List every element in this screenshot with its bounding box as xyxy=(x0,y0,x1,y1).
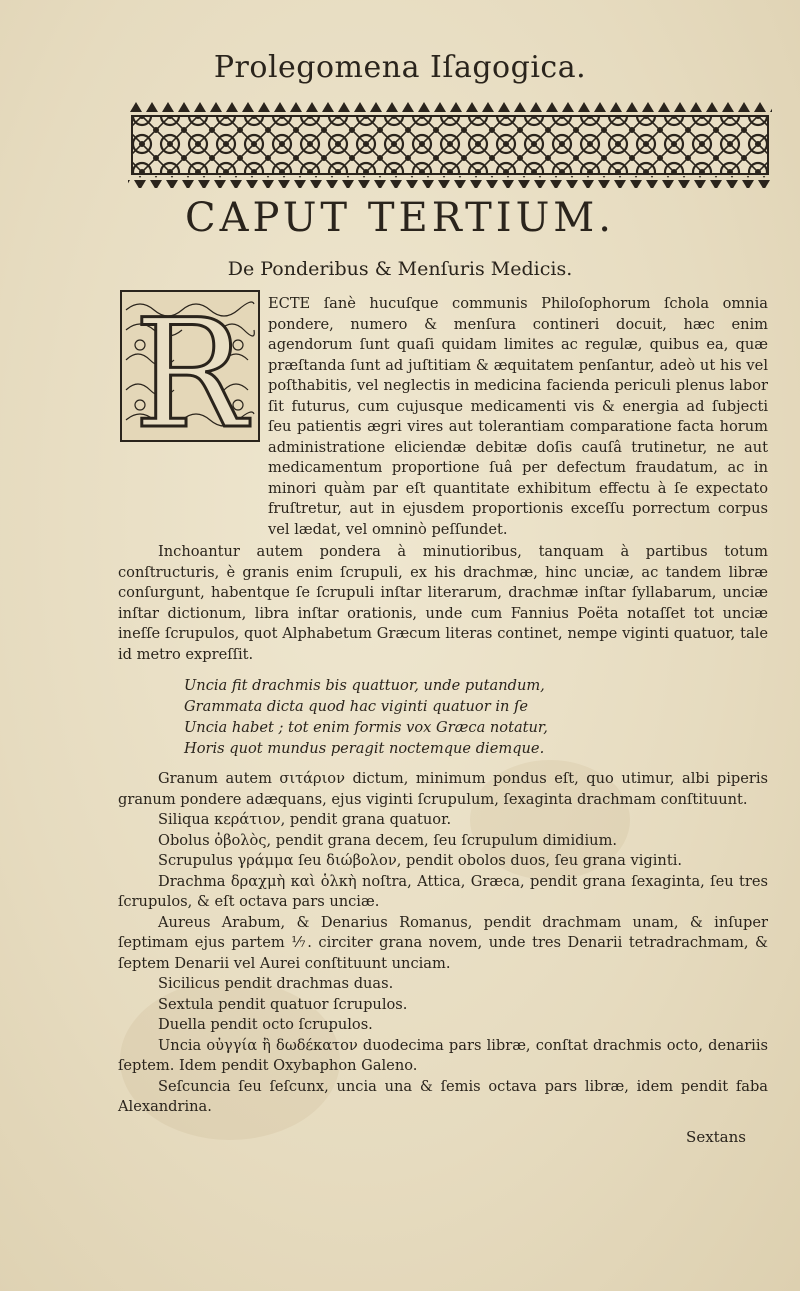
verse-line: Horis quot mundus peragit noctemque diemque. xyxy=(184,740,545,757)
weight-entry: Seſcuncia ſeu ſeſcunx, uncia una & ſemis octava pars libræ, idem pendit faba Alexandrina. xyxy=(118,1077,768,1115)
decorative-headpiece xyxy=(128,102,772,188)
verse-line: Grammata dicta quod hac viginti quatuor in ſe xyxy=(184,698,529,715)
paragraph-3: Granum autem σιτάριον dictum, minimum pondus eſt, quo utimur, albi piperis granum pondere adæquans, ejus viginti ſcrupulum, ſexaginta drachmam conſtituunt. xyxy=(118,770,768,808)
weight-entry: Uncia οὐγγία ἢ δωδέκατον duodecima pars libræ, conſtat drachmis octo, denariis ſeptem. Idem pendit Oxybaphon Galeno. xyxy=(118,1036,768,1074)
verse-block xyxy=(184,675,768,759)
catchword: Sextans xyxy=(686,1128,746,1146)
paragraph-2: Inchoantur autem pondera à minutioribus, tanquam à partibus totum conſtructuris, è granis enim ſcrupuli, ex his drachmæ, hinc unciæ, ac tandem libræ conſurgunt, habentque ſe ſcrupuli inſtar literarum, drachmæ inſtar ſyllabarum, unciæ inſtar dictionum, libra inſtar orationis, unde cum Fannius Poëta notaſſet tot unciæ ineſſe ſcrupulos, quot Alphabetum Græcum literas continet, nempe viginti quatuor, tale id metro expreſſit. xyxy=(118,543,768,663)
main-text xyxy=(118,294,768,1118)
chapter-title: CAPUT TERTIUM. xyxy=(185,195,615,241)
verse-line: Uncia fit drachmis bis quattuor, unde putandum, xyxy=(184,677,545,694)
weight-entry: Aureus Arabum, & Denarius Romanus, pendit drachmam unam, & inſuper ſeptimam ejus partem ⅐. circiter grana novem, unde tres Denarii tetradrachmam, & ſeptem Denarii vel Aurei conſtituunt unciam. xyxy=(118,913,768,972)
weight-entry: Sextula pendit quatuor ſcrupulos. xyxy=(158,995,408,1013)
section-title: De Ponderibus & Menſuris Medicis. xyxy=(227,258,573,280)
weight-entry: Siliqua κεράτιον, pendit grana quatuor. xyxy=(158,811,452,828)
drop-cap-letter: R xyxy=(133,290,247,442)
verse-line: Uncia habet ; tot enim formis vox Græca notatur, xyxy=(184,719,548,736)
paragraph-1: ECTE ſanè hucuſque communis Philoſophorum ſchola omnia pondere, numero & menſura contineri docuit, hæc enim agendorum ſunt quaſi quidam limites ac regulæ, quibus ea, quæ præſtanda ſunt ad juſtitiam & æquitatem penſantur, adeò ut his vel poſthabitis, vel neglectis in medicina facienda periculi plenus labor ſit futurus, cum cujusque medicamenti vis & energia ad ſubjecti ſeu patientis ægri vires aut tolerantiam comparatione facta horum administratione eliciendæ debitæ doſis cauſâ trutinetur, ne aut medicamentum proportione ſuâ per defectum fraudatum, ac in minori quàm par eſt quantitate exhibitum effectu à ſe expectato fruſtretur, aut in ejusdem proportionis exceſſu porrectum corpus vel lædat, vel omninò peſſundet. xyxy=(268,295,768,538)
weight-entry: Duella pendit octo ſcrupulos. xyxy=(158,1016,373,1033)
weight-entry: Scrupulus γράμμα ſeu διώβολον, pendit obolos duos, ſeu grana viginti. xyxy=(158,852,682,869)
running-head: Prolegomena Iſagogica. xyxy=(213,50,587,85)
weight-entry: Sicilicus pendit drachmas duas. xyxy=(158,975,394,992)
weight-entry: Drachma δραχμὴ καὶ ὁλκὴ noſtra, Attica, Græca, pendit grana ſexaginta, ſeu tres ſcrupulos, & eſt octava pars unciæ. xyxy=(118,872,768,910)
weight-entry: Obolus ὀβολὸς, pendit grana decem, ſeu ſcrupulum dimidium. xyxy=(158,831,618,849)
